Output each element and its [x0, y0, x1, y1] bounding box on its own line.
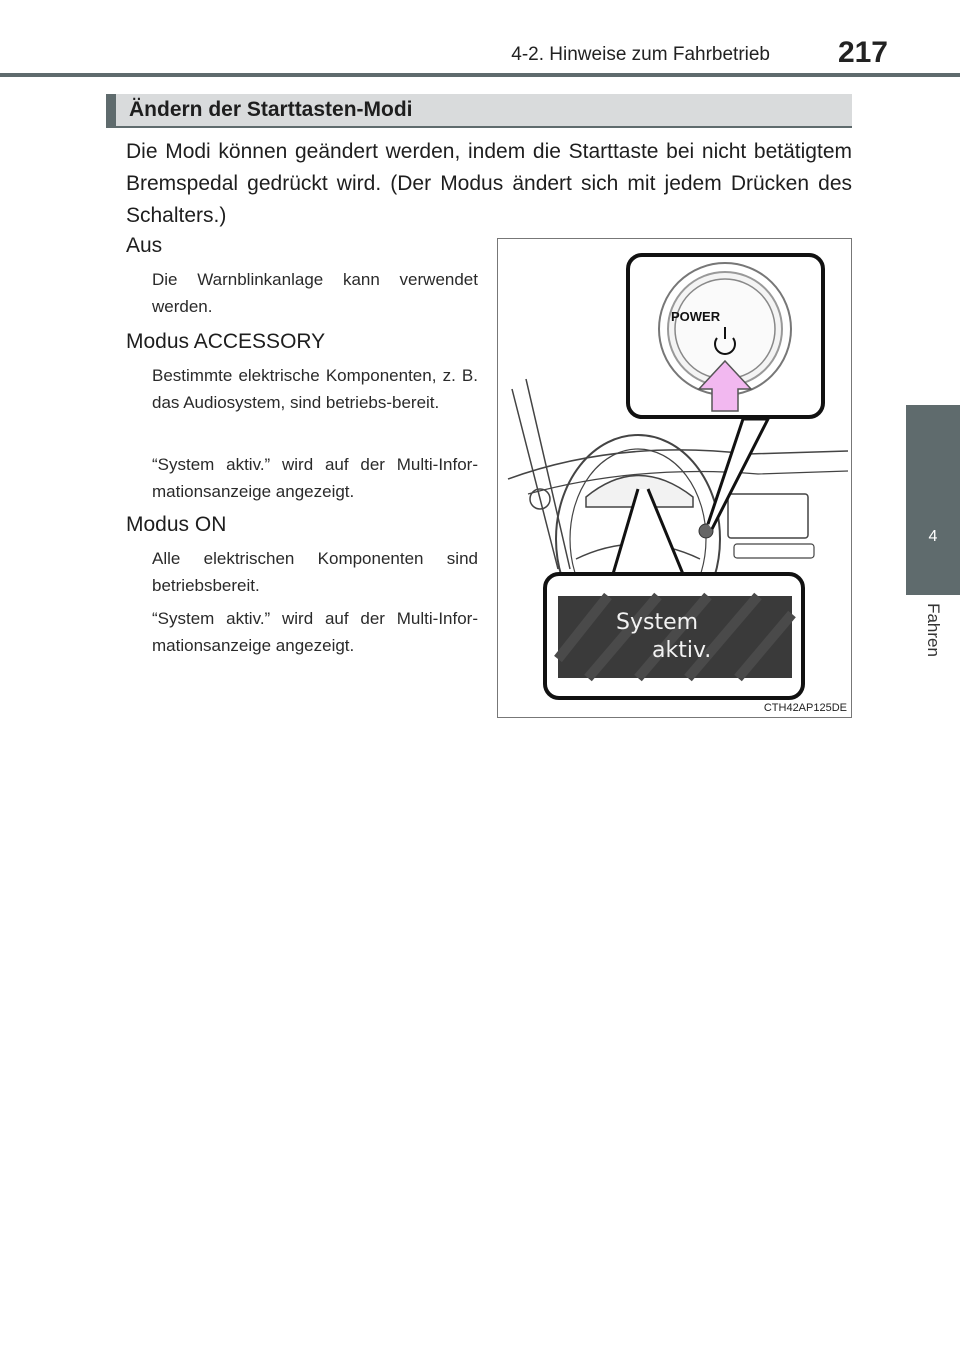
mode-title-accessory: Modus ACCESSORY	[126, 330, 326, 353]
page-number: 217	[837, 36, 888, 69]
chapter-label-text: Fahren	[924, 603, 943, 657]
power-switch-figure	[497, 238, 852, 718]
display-line-1: System	[616, 610, 699, 635]
chapter-number: 4	[928, 528, 938, 545]
intro-paragraph: Die Modi können geändert werden, indem die Starttaste bei nicht betätigtem Bremspedal gedrückt wird. (Der Modus ändert sich mit jedem Drücken des Schalters.)	[126, 140, 852, 227]
mode-desc-accessory-2: “System aktiv.” wird auf der Multi-Infor-mationsanzeige angezeigt.	[152, 455, 478, 501]
chapter-label	[906, 596, 960, 676]
figure-code: CTH42AP125DE	[763, 702, 847, 714]
display-message	[616, 609, 711, 665]
section-heading	[106, 94, 852, 128]
section-title: Ändern der Starttasten-Modi	[129, 98, 413, 121]
power-button-label: POWER	[671, 309, 721, 324]
header-section-title: 4-2. Hinweise zum Fahrbetrieb	[511, 44, 770, 65]
chapter-tab[interactable]	[906, 405, 960, 595]
mode-desc-accessory-1: Bestimmte elektrische Komponenten, z. B. das Audiosystem, sind betriebs-bereit.	[152, 366, 478, 412]
mode-desc-on-2: “System aktiv.” wird auf der Multi-Infor-mationsanzeige angezeigt.	[152, 609, 478, 655]
mode-title-on: Modus ON	[126, 513, 227, 536]
mode-title-aus: Aus	[126, 234, 163, 257]
display-line-2: aktiv.	[652, 638, 712, 663]
header-divider	[0, 73, 960, 77]
mode-desc-on-1: Alle elektrischen Komponenten sind betriebsbereit.	[152, 549, 478, 595]
mode-desc-aus: Die Warnblinkanlage kann verwendet werden.	[152, 270, 478, 316]
